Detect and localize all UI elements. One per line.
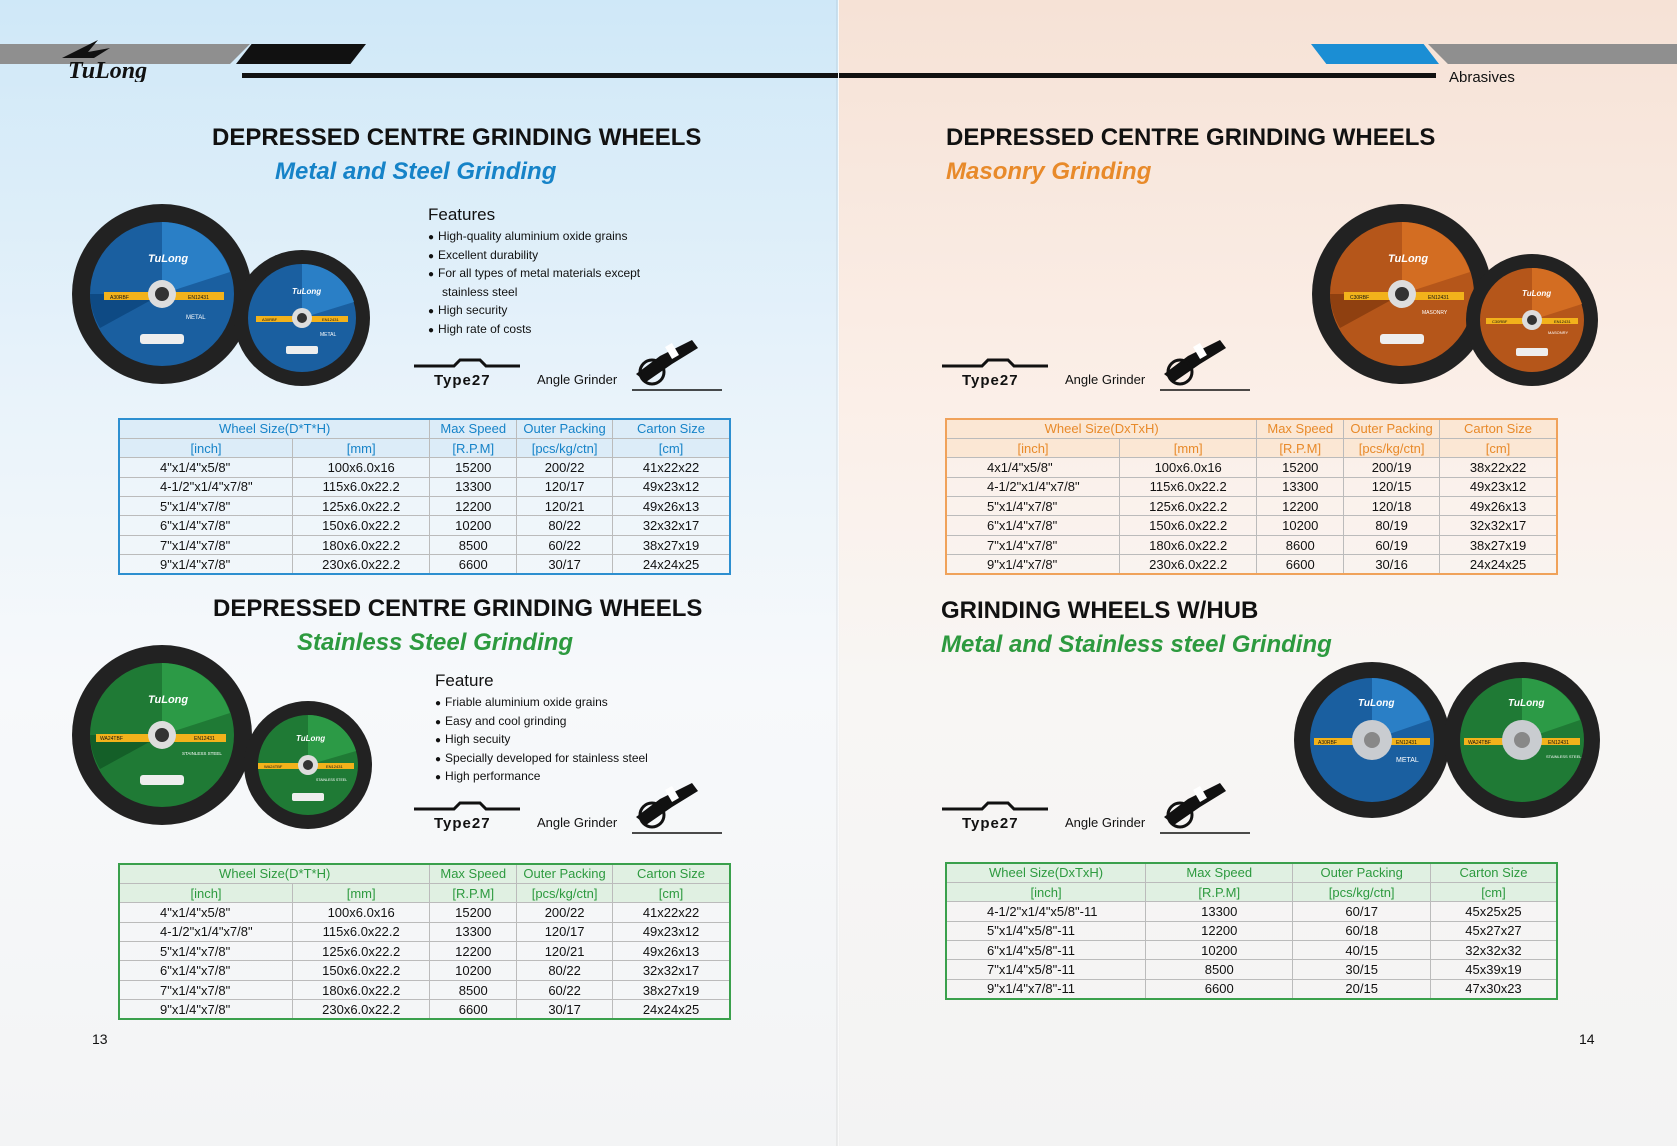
left-s1-subtitle: Metal and Steel Grinding — [275, 158, 557, 185]
table-cell: 30/15 — [1293, 960, 1431, 979]
svg-text:MASONRY: MASONRY — [1548, 330, 1569, 335]
page-number-left: 13 — [92, 1031, 108, 1047]
svg-text:WA24TBF: WA24TBF — [100, 736, 123, 742]
table-unit-row: [inch] [mm] [R.P.M] [pcs/kg/ctn] [cm] — [119, 438, 730, 457]
table-cell: 10200 — [1257, 516, 1344, 535]
table-cell: 13300 — [1257, 477, 1344, 496]
table-header-row: Wheel Size(DxTxH) Max Speed Outer Packing Carton Size — [946, 863, 1557, 882]
type-label: Type27 — [962, 815, 1019, 832]
table-body — [946, 458, 1557, 574]
table-cell: 6"x1/4"x7/8" — [119, 961, 293, 980]
table-cell: 125x6.0x22.2 — [1120, 497, 1257, 516]
table-cell: 12200 — [1146, 921, 1293, 940]
table-cell: 60/18 — [1293, 921, 1431, 940]
table-cell: 7"x1/4"x5/8"-11 — [946, 960, 1146, 979]
table-cell: 4"x1/4"x5/8" — [119, 458, 293, 477]
feature-item: ● Easy and cool grinding — [435, 713, 648, 732]
table-cell: 9"x1/4"x7/8" — [119, 555, 293, 574]
features-heading: Feature — [435, 671, 494, 690]
table-cell: 13300 — [430, 477, 517, 496]
table-row — [119, 903, 730, 922]
table-cell: 120/21 — [517, 497, 613, 516]
table-header-row: Wheel Size(D*T*H) Max Speed Outer Packing Carton Size — [119, 864, 730, 883]
feature-item: ● Excellent durability — [428, 247, 640, 266]
wheel-small — [1466, 254, 1598, 386]
table-header-row: Wheel Size(DxTxH) Max Speed Outer Packing Carton Size — [946, 419, 1557, 438]
wheel-big — [1312, 204, 1492, 384]
table-cell: 49x26x13 — [613, 942, 730, 961]
table-row — [946, 941, 1557, 960]
svg-text:TuLong: TuLong — [1508, 698, 1545, 709]
table-row — [119, 922, 730, 941]
table-cell: 4-1/2"x1/4"x7/8" — [119, 922, 293, 941]
table-cell: 38x27x19 — [613, 535, 730, 554]
table-row — [946, 555, 1557, 574]
svg-text:METAL: METAL — [320, 332, 337, 338]
svg-text:EN12431: EN12431 — [194, 736, 215, 742]
table-cell: 7"x1/4"x7/8" — [119, 980, 293, 999]
svg-text:TuLong: TuLong — [148, 694, 189, 706]
table-cell: 100x6.0x16 — [1120, 458, 1257, 477]
table-cell: 5"x1/4"x7/8" — [946, 497, 1120, 516]
table-cell: 120/15 — [1344, 477, 1440, 496]
table-cell: 45x39x19 — [1430, 960, 1557, 979]
table-cell: 40/15 — [1293, 941, 1431, 960]
left-s1-wheels-image — [70, 202, 376, 388]
svg-text:A30RBF: A30RBF — [1318, 740, 1337, 746]
type-label: Type27 — [434, 372, 491, 389]
svg-text:STAINLESS STEEL: STAINLESS STEEL — [316, 778, 348, 782]
header-bar-grey-right — [1428, 44, 1677, 64]
table-cell: 5"x1/4"x7/8" — [119, 942, 293, 961]
tool-label: Angle Grinder — [537, 372, 618, 387]
table-row — [119, 942, 730, 961]
svg-text:STAINLESS STEEL: STAINLESS STEEL — [182, 751, 222, 756]
table-cell: 5"x1/4"x7/8" — [119, 497, 293, 516]
type-label: Type27 — [434, 815, 491, 832]
right-s2-spec-table — [945, 862, 1558, 1000]
table-cell: 10200 — [430, 516, 517, 535]
table-cell: 150x6.0x22.2 — [1120, 516, 1257, 535]
table-cell: 10200 — [1146, 941, 1293, 960]
table-cell: 80/22 — [517, 516, 613, 535]
feature-item: ● High performance — [435, 768, 648, 787]
table-unit-row: [inch] [mm] [R.P.M] [pcs/kg/ctn] [cm] — [119, 883, 730, 902]
svg-text:EN12431: EN12431 — [322, 317, 339, 322]
table-body — [119, 458, 730, 574]
table-cell: 230x6.0x22.2 — [293, 1000, 430, 1019]
header-bar-black — [236, 44, 366, 64]
table-cell: 38x27x19 — [1440, 535, 1557, 554]
table-cell: 6600 — [1146, 979, 1293, 998]
table-cell: 115x6.0x22.2 — [293, 477, 430, 496]
table-cell: 15200 — [430, 458, 517, 477]
table-cell: 49x23x12 — [1440, 477, 1557, 496]
wheel-big — [72, 204, 252, 384]
table-cell: 100x6.0x16 — [293, 903, 430, 922]
table-cell: 6"x1/4"x7/8" — [946, 516, 1120, 535]
right-s1-title: DEPRESSED CENTRE GRINDING WHEELS — [946, 124, 1436, 151]
feature-item: stainless steel — [442, 284, 518, 299]
left-s2-subtitle: Stainless Steel Grinding — [297, 629, 574, 656]
svg-text:A30RBF: A30RBF — [110, 295, 129, 301]
table-cell: 5"x1/4"x5/8"-11 — [946, 921, 1146, 940]
table-cell: 120/18 — [1344, 497, 1440, 516]
feature-item: ● Friable aluminium oxide grains — [435, 694, 648, 713]
table-cell: 32x32x17 — [613, 961, 730, 980]
table-row — [119, 961, 730, 980]
feature-item: ● High secuity — [435, 731, 648, 750]
svg-text:C30RBF: C30RBF — [1492, 319, 1508, 324]
table-header-row: Wheel Size(D*T*H) Max Speed Outer Packing Carton Size — [119, 419, 730, 438]
table-cell: 200/19 — [1344, 458, 1440, 477]
table-cell: 15200 — [430, 903, 517, 922]
tool-label: Angle Grinder — [1065, 815, 1146, 830]
right-s2-wheels-image — [1292, 660, 1604, 820]
svg-text:A30RBF: A30RBF — [262, 317, 278, 322]
type-label: Type27 — [962, 372, 1019, 389]
table-cell: 4x1/4"x5/8" — [946, 458, 1120, 477]
table-cell: 150x6.0x22.2 — [293, 516, 430, 535]
table-unit-row: [inch] [mm] [R.P.M] [pcs/kg/ctn] [cm] — [946, 438, 1557, 457]
table-cell: 15200 — [1257, 458, 1344, 477]
table-row — [946, 458, 1557, 477]
table-cell: 115x6.0x22.2 — [1120, 477, 1257, 496]
table-cell: 24x24x25 — [613, 1000, 730, 1019]
wheel-big — [72, 645, 252, 825]
table-cell: 30/17 — [517, 1000, 613, 1019]
table-cell: 100x6.0x16 — [293, 458, 430, 477]
table-row — [119, 497, 730, 516]
svg-text:EN12431: EN12431 — [1396, 740, 1417, 746]
table-cell: 60/22 — [517, 980, 613, 999]
table-cell: 9"x1/4"x7/8" — [119, 1000, 293, 1019]
table-cell: 4-1/2"x1/4"x7/8" — [119, 477, 293, 496]
right-s2-title: GRINDING WHEELS W/HUB — [941, 597, 1259, 624]
table-row — [119, 535, 730, 554]
table-cell: 32x32x17 — [1440, 516, 1557, 535]
table-cell: 41x22x22 — [613, 903, 730, 922]
table-row — [119, 516, 730, 535]
left-s2-wheels-image — [70, 643, 380, 829]
table-cell: 180x6.0x22.2 — [293, 980, 430, 999]
table-row — [119, 477, 730, 496]
left-s1-type27 — [412, 334, 722, 394]
table-cell: 4"x1/4"x5/8" — [119, 903, 293, 922]
svg-text:TuLong: TuLong — [1388, 253, 1429, 265]
header-bar-blue — [1311, 44, 1439, 64]
table-row — [946, 960, 1557, 979]
hub-wheel-metal — [1294, 662, 1450, 818]
table-cell: 10200 — [430, 961, 517, 980]
table-cell: 60/19 — [1344, 535, 1440, 554]
table-cell: 49x26x13 — [613, 497, 730, 516]
features-heading: Features — [428, 205, 496, 224]
svg-text:MASONRY: MASONRY — [1422, 310, 1448, 316]
svg-text:EN12431: EN12431 — [326, 764, 343, 769]
header-rule-left — [242, 73, 838, 78]
left-s1-spec-table — [118, 418, 731, 575]
table-cell: 150x6.0x22.2 — [293, 961, 430, 980]
table-unit-row: [inch] [R.P.M] [pcs/kg/ctn] [cm] — [946, 882, 1557, 901]
table-cell: 6600 — [430, 1000, 517, 1019]
table-cell: 20/15 — [1293, 979, 1431, 998]
table-cell: 32x32x32 — [1430, 941, 1557, 960]
table-row — [119, 458, 730, 477]
table-cell: 120/17 — [517, 922, 613, 941]
svg-text:TuLong: TuLong — [292, 287, 322, 296]
table-cell: 60/22 — [517, 535, 613, 554]
table-row — [119, 1000, 730, 1019]
table-cell: 30/16 — [1344, 555, 1440, 574]
table-cell: 38x27x19 — [613, 980, 730, 999]
table-row — [946, 535, 1557, 554]
table-row — [946, 921, 1557, 940]
svg-text:STAINLESS STEEL: STAINLESS STEEL — [1546, 754, 1582, 759]
right-s1-subtitle: Masonry Grinding — [946, 158, 1152, 185]
section-label: Abrasives — [1449, 69, 1515, 86]
header-rule-right — [839, 73, 1436, 78]
right-s1-wheels-image — [1310, 202, 1610, 392]
left-s2-spec-table — [118, 863, 731, 1020]
svg-text:METAL: METAL — [1396, 757, 1419, 764]
table-cell: 200/22 — [517, 458, 613, 477]
table-row — [946, 516, 1557, 535]
tulong-logo — [58, 36, 173, 82]
table-cell: 80/22 — [517, 961, 613, 980]
right-s1-type27 — [940, 334, 1250, 394]
page-number-right: 14 — [1579, 1031, 1595, 1047]
table-cell: 12200 — [1257, 497, 1344, 516]
left-s1-title: DEPRESSED CENTRE GRINDING WHEELS — [212, 124, 702, 151]
svg-text:WA24TBF: WA24TBF — [1468, 740, 1491, 746]
wheel-small — [244, 701, 372, 829]
table-cell: 6600 — [430, 555, 517, 574]
table-cell: 49x23x12 — [613, 477, 730, 496]
table-cell: 120/17 — [517, 477, 613, 496]
right-s1-spec-table — [945, 418, 1558, 575]
table-cell: 125x6.0x22.2 — [293, 942, 430, 961]
table-cell: 4-1/2"x1/4"x7/8" — [946, 477, 1120, 496]
table-cell: 32x32x17 — [613, 516, 730, 535]
table-cell: 49x26x13 — [1440, 497, 1557, 516]
svg-text:METAL: METAL — [186, 315, 206, 321]
hub-wheel-stainless — [1444, 662, 1600, 818]
left-s1-features — [428, 205, 640, 340]
table-cell: 125x6.0x22.2 — [293, 497, 430, 516]
table-cell: 230x6.0x22.2 — [1120, 555, 1257, 574]
table-cell: 7"x1/4"x7/8" — [946, 535, 1120, 554]
table-cell: 8500 — [430, 535, 517, 554]
table-cell: 7"x1/4"x7/8" — [119, 535, 293, 554]
svg-text:EN12431: EN12431 — [188, 295, 209, 301]
table-cell: 120/21 — [517, 942, 613, 961]
table-cell: 45x25x25 — [1430, 902, 1557, 921]
svg-text:TuLong: TuLong — [1522, 289, 1552, 298]
table-body — [119, 903, 730, 1019]
table-row — [946, 902, 1557, 921]
table-row — [119, 980, 730, 999]
table-cell: 4-1/2"x1/4"x5/8"-11 — [946, 902, 1146, 921]
table-cell: 13300 — [1146, 902, 1293, 921]
table-cell: 115x6.0x22.2 — [293, 922, 430, 941]
table-row — [946, 477, 1557, 496]
left-s2-type27 — [412, 777, 722, 837]
wheel-brand-text: TuLong — [148, 253, 189, 265]
table-cell: 38x22x22 — [1440, 458, 1557, 477]
table-cell: 45x27x27 — [1430, 921, 1557, 940]
table-row — [946, 497, 1557, 516]
table-cell: 30/17 — [517, 555, 613, 574]
left-s2-features — [435, 671, 648, 787]
table-cell: 8600 — [1257, 535, 1344, 554]
table-row — [119, 555, 730, 574]
table-cell: 41x22x22 — [613, 458, 730, 477]
table-cell: 80/19 — [1344, 516, 1440, 535]
left-s2-title: DEPRESSED CENTRE GRINDING WHEELS — [213, 595, 703, 622]
table-cell: 9"x1/4"x7/8" — [946, 555, 1120, 574]
feature-item: ● High security — [428, 302, 640, 321]
svg-text:EN12431: EN12431 — [1548, 740, 1569, 746]
tool-label: Angle Grinder — [1065, 372, 1146, 387]
table-cell: 8500 — [430, 980, 517, 999]
svg-text:WA24TBF: WA24TBF — [264, 764, 283, 769]
svg-text:TuLong: TuLong — [1358, 698, 1395, 709]
table-cell: 230x6.0x22.2 — [293, 555, 430, 574]
tool-label: Angle Grinder — [537, 815, 618, 830]
feature-item: ● Specially developed for stainless steel — [435, 750, 648, 769]
table-cell: 12200 — [430, 942, 517, 961]
table-cell: 47x30x23 — [1430, 979, 1557, 998]
table-cell: 180x6.0x22.2 — [1120, 535, 1257, 554]
table-cell: 8500 — [1146, 960, 1293, 979]
right-s2-subtitle: Metal and Stainless steel Grinding — [941, 631, 1332, 658]
svg-text:EN12431: EN12431 — [1428, 295, 1449, 301]
table-cell: 6"x1/4"x5/8"-11 — [946, 941, 1146, 960]
table-cell: 49x23x12 — [613, 922, 730, 941]
svg-text:EN12431: EN12431 — [1554, 319, 1571, 324]
table-cell: 9"x1/4"x7/8"-11 — [946, 979, 1146, 998]
page-fold — [836, 0, 840, 1146]
feature-item: ● High-quality aluminium oxide grains — [428, 228, 640, 247]
feature-item: ● High rate of costs — [428, 321, 640, 340]
table-cell: 12200 — [430, 497, 517, 516]
table-cell: 180x6.0x22.2 — [293, 535, 430, 554]
feature-item: ● For all types of metal materials except — [428, 265, 640, 284]
table-cell: 6"x1/4"x7/8" — [119, 516, 293, 535]
svg-text:TuLong: TuLong — [296, 734, 326, 743]
table-cell: 24x24x25 — [613, 555, 730, 574]
table-cell: 60/17 — [1293, 902, 1431, 921]
table-row — [946, 979, 1557, 998]
table-cell: 13300 — [430, 922, 517, 941]
table-body — [946, 902, 1557, 999]
table-cell: 24x24x25 — [1440, 555, 1557, 574]
svg-text:C30RBF: C30RBF — [1350, 295, 1370, 301]
wheel-small — [234, 250, 370, 386]
table-cell: 200/22 — [517, 903, 613, 922]
right-s2-type27 — [940, 777, 1250, 837]
table-cell: 6600 — [1257, 555, 1344, 574]
svg-text:TuLong: TuLong — [68, 58, 148, 82]
